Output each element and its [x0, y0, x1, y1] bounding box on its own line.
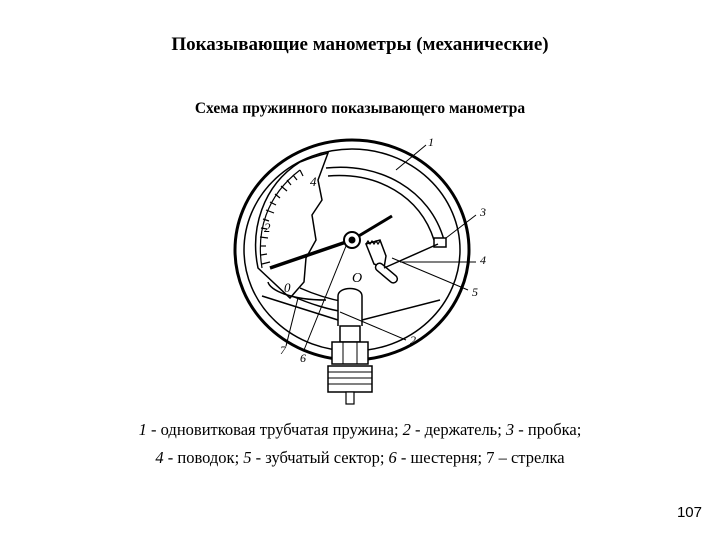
hex-nut — [332, 342, 368, 364]
bourdon-tube-inner — [328, 176, 434, 240]
caption-num: 1 — [138, 420, 147, 439]
link-rod — [384, 244, 438, 268]
caption-num: 5 — [243, 448, 252, 467]
threaded-stem — [328, 366, 372, 392]
scale-label-0: 0 — [284, 280, 291, 295]
caption-line-2 — [0, 448, 720, 468]
toothed-sector — [366, 240, 386, 268]
scale-label-2: 2 — [264, 220, 271, 235]
holder-base-right — [362, 300, 440, 320]
callout-1: 1 — [428, 135, 434, 149]
page-number: 107 — [676, 504, 702, 521]
callout-7: 7 — [280, 343, 286, 357]
stem-tip — [346, 392, 354, 404]
callout-6: 6 — [300, 351, 306, 365]
caption-text: - поводок; — [163, 448, 244, 467]
caption-text: - одновитковая трубчатая пружина; — [146, 420, 403, 439]
caption-num: 2 — [402, 420, 411, 439]
callout-3: 3 — [480, 205, 486, 219]
caption-num: 3 — [505, 420, 515, 439]
holder-body — [338, 289, 362, 327]
bourdon-tube-outer — [326, 167, 444, 240]
dial-scale-arc — [260, 170, 300, 268]
manometer-diagram — [220, 128, 510, 413]
center-label: O — [352, 271, 363, 286]
scale-label-4: 4 — [310, 174, 317, 189]
caption-num: 7 — [486, 448, 495, 467]
caption-text: - держатель; — [410, 420, 506, 439]
callout-2: 2 — [410, 333, 416, 347]
caption-line-1 — [0, 420, 720, 440]
sector-arm — [374, 262, 399, 285]
caption-text: - зубчатый сектор; — [251, 448, 389, 467]
dial-scale-ticks — [260, 170, 303, 264]
caption-num: 6 — [388, 448, 397, 467]
diagram-subtitle: Схема пружинного показывающего манометра — [194, 100, 526, 117]
pinion-gear — [349, 237, 356, 244]
callout-4: 4 — [480, 253, 486, 267]
fitting-neck — [340, 326, 360, 342]
caption-text: - шестерня; — [396, 448, 487, 467]
caption-num: 4 — [155, 448, 164, 467]
caption-text: - пробка; — [514, 420, 582, 439]
slide-title: Показывающие манометры (механические) — [171, 34, 549, 55]
caption-text: – стрелка — [494, 448, 565, 467]
callout-5: 5 — [472, 285, 478, 299]
pointer-needle — [270, 240, 352, 268]
